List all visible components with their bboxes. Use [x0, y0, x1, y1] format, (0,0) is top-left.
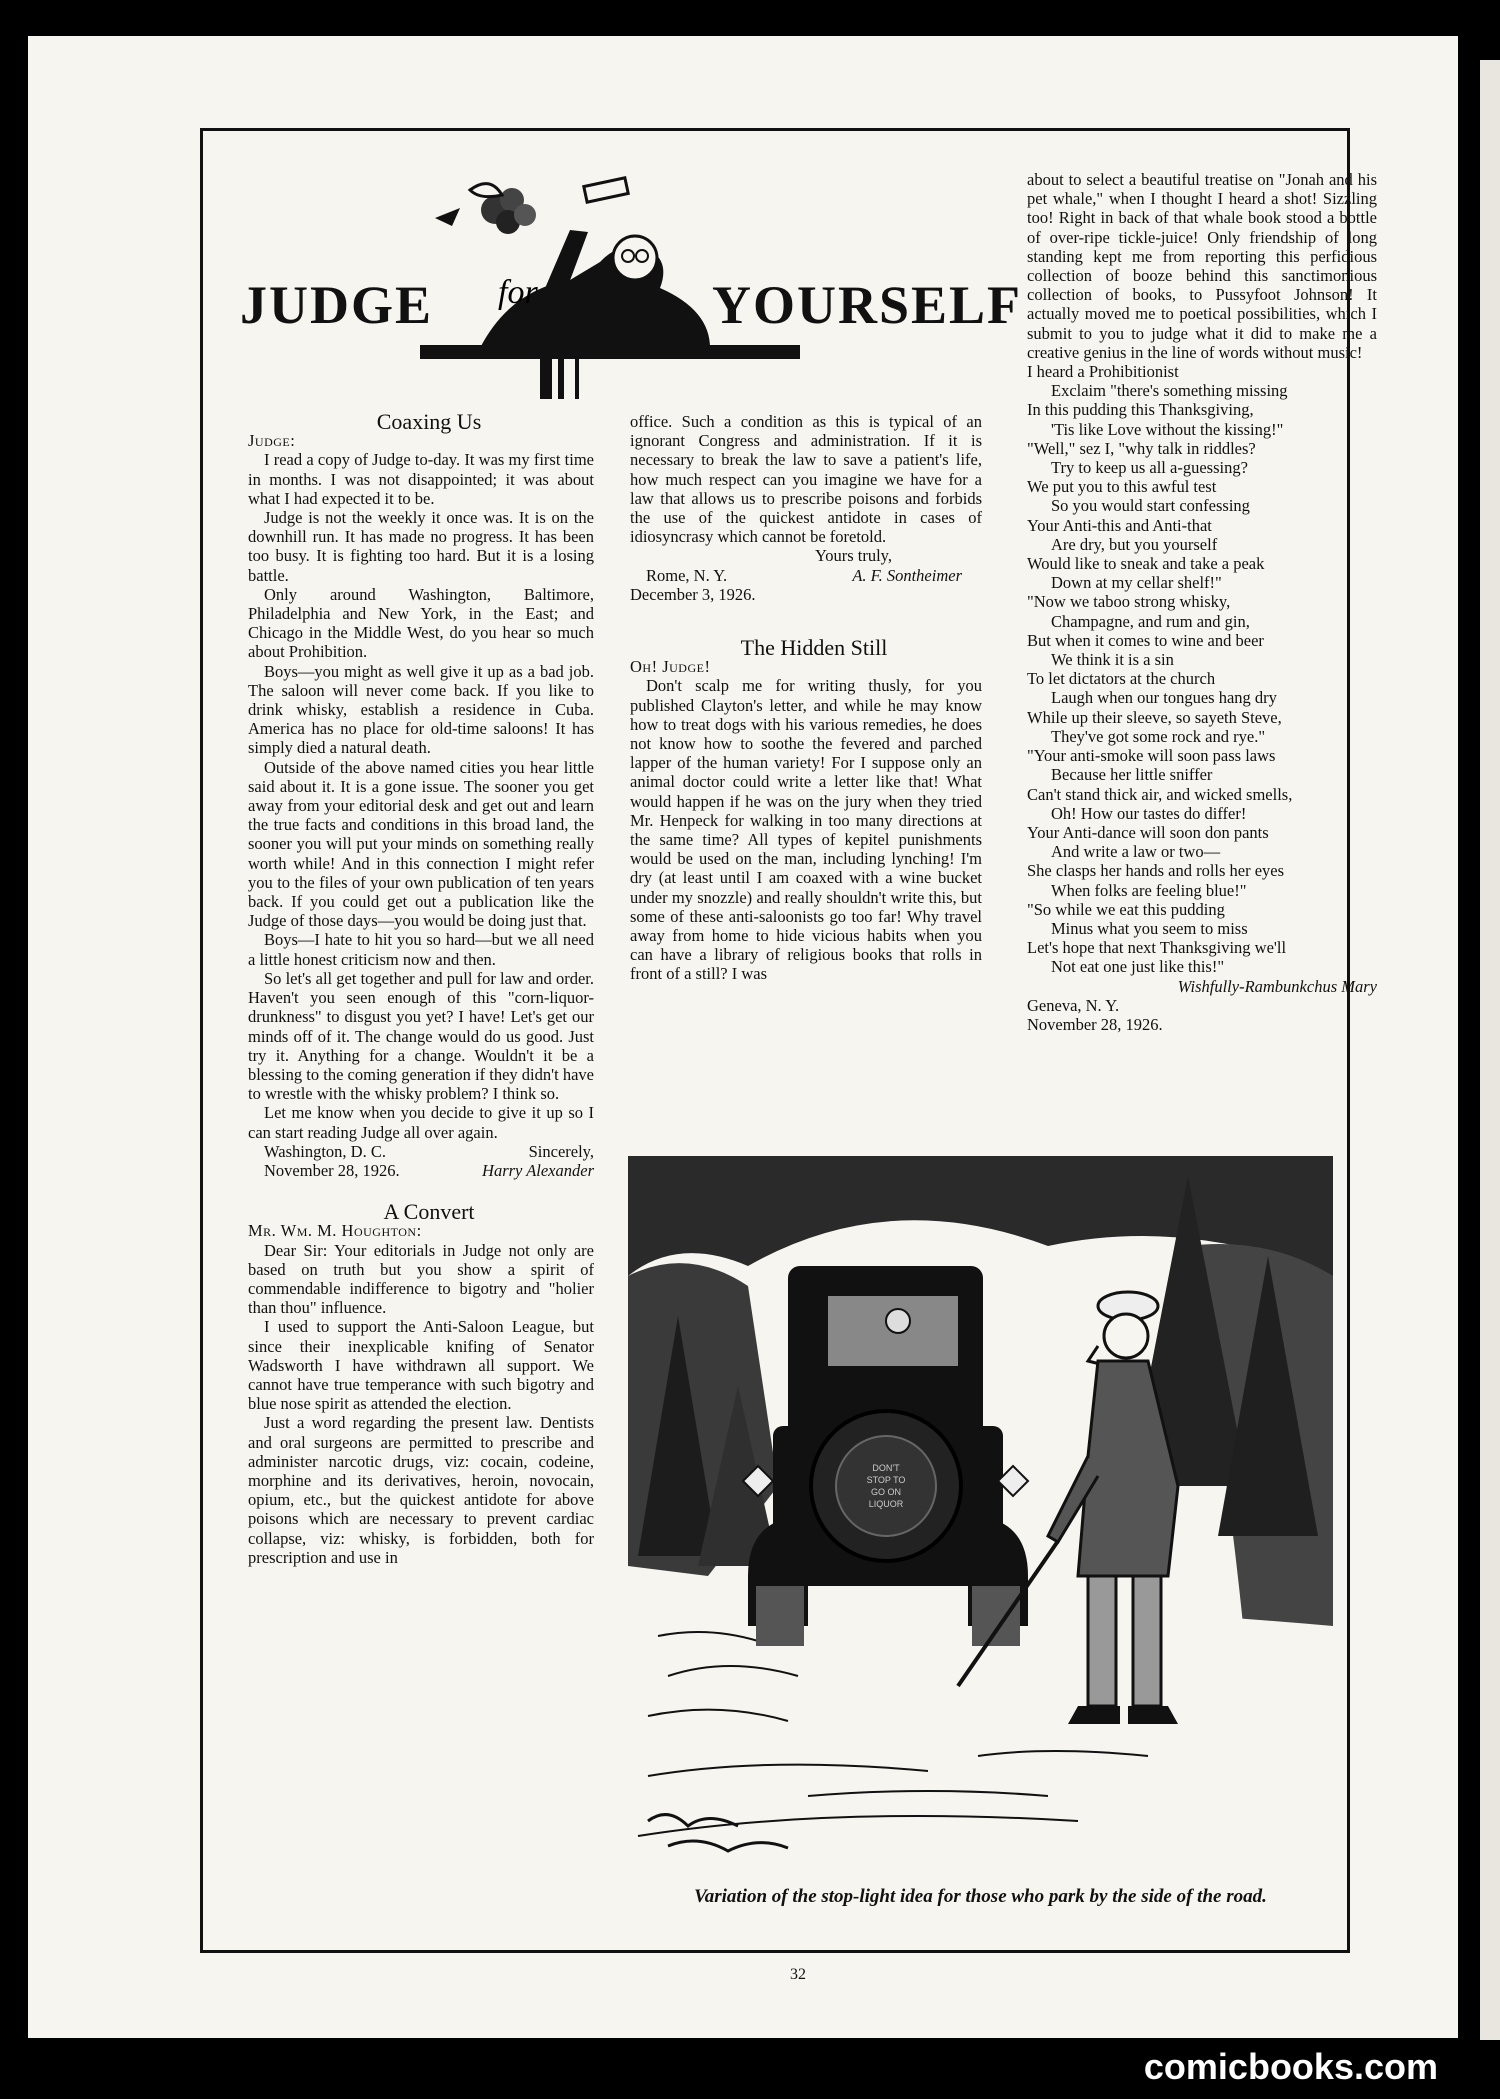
cartoon-caption: Variation of the stop-light idea for those who park by the side of the road.	[694, 1886, 1267, 1907]
article-heading: Coaxing Us	[376, 409, 482, 434]
letter-signer-name: Wishfully-Rambunkchus Mary	[1177, 976, 1377, 996]
poem-line: Laugh when our tongues hang dry	[1051, 688, 1277, 708]
masthead-judge: JUDGE	[240, 275, 434, 335]
poem-line: Not eat one just like this!"	[1051, 957, 1225, 977]
poem-line: Are dry, but you yourself	[1051, 534, 1218, 554]
letter-date: November 28, 1926.	[1027, 1014, 1163, 1034]
poem-line: "Well," sez I, "why talk in riddles?	[1027, 438, 1256, 458]
svg-text:DON'T: DON'T	[872, 1463, 900, 1473]
paragraph: Boys—I hate to hit you so hard—but we all need a little honest criticism now and then.	[248, 930, 594, 969]
poem-line: Because her little sniffer	[1051, 765, 1213, 785]
letter-signer: A. F. Sontheimer	[852, 565, 962, 585]
page-edge	[1480, 60, 1500, 2040]
poem-line: In this pudding this Thanksgiving,	[1027, 400, 1254, 420]
column-2	[630, 412, 982, 984]
column-3	[1027, 170, 1377, 1034]
letter-closing-word: Sincerely,	[528, 1141, 594, 1161]
letter-place: Geneva, N. Y.	[1027, 995, 1120, 1015]
paragraph: Dear Sir: Your editorials in Judge not only are based on truth but you show a spirit of commendable indifference to bigotry and "holier than thou" influence.	[248, 1240, 594, 1318]
poem-line: We put you to this awful test	[1027, 477, 1217, 497]
letter-signature	[630, 566, 982, 585]
poem-line: Let's hope that next Thanksgiving we'll	[1027, 938, 1287, 958]
poem-line: Try to keep us all a-guessing?	[1051, 458, 1248, 478]
paragraph: Boys—you might as well give it up as a bad job. The saloon will never come back. If you like to drink whisky, establish a residence in Cuba. America has no place for old-time saloons! It has simply died a natural death.	[248, 661, 594, 758]
letter-signer: Harry Alexander	[482, 1160, 594, 1180]
salutation: Oh! Judge!	[630, 657, 711, 677]
masthead-for: for	[498, 274, 538, 311]
paragraph: Only around Washington, Baltimore, Philadelphia and New York, in the East; and Chicago in the Middle West, do you hear so much about Prohibition.	[248, 584, 594, 662]
poem-line: Can't stand thick air, and wicked smells,	[1027, 784, 1293, 804]
salutation: Mr. Wm. M. Houghton:	[248, 1221, 422, 1241]
article-heading: The Hidden Still	[740, 635, 888, 661]
svg-text:STOP TO: STOP TO	[866, 1475, 906, 1485]
poem-line: And write a law or two—	[1051, 842, 1221, 862]
letter-signer	[1027, 977, 1377, 996]
cartoon-illustration	[628, 1156, 1333, 1881]
poem	[1027, 362, 1377, 977]
svg-text:LIQUOR: LIQUOR	[868, 1499, 904, 1509]
poem-line: To let dictators at the church	[1027, 669, 1216, 689]
poem-line: Down at my cellar shelf!"	[1051, 573, 1222, 593]
poem-line: Oh! How our tastes do differ!	[1051, 803, 1247, 823]
paragraph: I used to support the Anti-Saloon League, but since their inexplicable knifing of Senator Wadsworth I have withdrawn all support. We cannot have true temperance with such bigotry and blue nose spirit as attended the election.	[248, 1317, 594, 1414]
paragraph: Outside of the above named cities you hear little said about it. It is a gone issue. The sooner you get away from your editorial desk and get out and learn the true facts and conditions in this broad land, the sooner you will put your minds on something really worth while! And in this connection I might refer you to the files of your own publication of ten years back. If you could get out a publication like the Judge of those days—you would be doing just that.	[248, 757, 594, 931]
masthead	[240, 170, 1023, 400]
letter-date: November 28, 1926.	[264, 1160, 400, 1180]
poem-line: Minus what you seem to miss	[1051, 918, 1248, 938]
poem-line: We think it is a sin	[1051, 650, 1174, 670]
watermark: comicbooks.com	[1143, 2046, 1438, 2087]
poem-line: "So while we eat this pudding	[1027, 899, 1225, 919]
poem-line: They've got some rock and rye."	[1051, 726, 1266, 746]
poem-line: "Your anti-smoke will soon pass laws	[1027, 746, 1276, 766]
poem-line: Would like to sneak and take a peak	[1027, 554, 1265, 574]
paragraph: I read a copy of Judge to-day. It was my first time in months. I was not disappointed; it was about what I had expected it to be.	[248, 450, 594, 508]
letter-place: Washington, D. C.	[264, 1141, 386, 1161]
letter-signature	[248, 1161, 594, 1180]
poem-line: While up their sleeve, so sayeth Steve,	[1027, 707, 1282, 727]
poem-line: When folks are feeling blue!"	[1051, 880, 1247, 900]
svg-text:GO ON: GO ON	[870, 1487, 902, 1497]
paragraph: So let's all get together and pull for law and order. Haven't you seen enough of this "corn-liquor-drunkness" to disgust you yet? I have! Let's get our minds off of it. The change would do us good. Just try it. Anything for a change. Wouldn't it be a blessing to the coming generation if they didn't have to wrestle with the whisky problem? I think so.	[248, 968, 594, 1104]
poem-line: "Now we taboo strong whisky,	[1027, 592, 1231, 612]
car-and-golfer-drawing-icon	[628, 1156, 1333, 1881]
letter-closing	[248, 1142, 594, 1161]
paragraph: Judge is not the weekly it once was. It is on the downhill run. It has made no progress. It has been too busy. It is fighting too hard. But it is a losing battle.	[248, 508, 594, 585]
letter-place: Rome, N. Y.	[646, 565, 728, 585]
poem-line: So you would start confessing	[1051, 496, 1250, 516]
paragraph: Don't scalp me for writing thusly, for you published Clayton's letter, and while he may know how to treat dogs with his various remedies, he does not know how to soothe the fevered and parched lapper of the human variety! For I suppose only an animal doctor could write a letter like that! What would happen if he was on the jury when they tried Mr. Henpeck for walking in too many directions at the same time? All types of kepitel punishments would be used on the man, including lynching! I'm dry (at least until I am coaxed with a wine bucket under my snozzle) and really shouldn't write this, but some of these anti-saloonists go too far! Why travel away from home to hide vicious habits when you can have a library of religious books that rolls in front of a still? I was	[630, 676, 982, 984]
poem-line: Your Anti-this and Anti-that	[1027, 515, 1212, 535]
poem-line: I heard a Prohibitionist	[1027, 362, 1179, 382]
salutation: Judge:	[248, 431, 296, 451]
paragraph: office. Such a condition as this is typical of an ignorant Congress and administration. If it is necessary to break the law to save a patient's life, how much respect can you imagine we have for a law that allows us to prescribe poisons and forbids the use of the quickest antidote in cases of idiosyncrasy which cannot be foretold.	[630, 412, 982, 547]
paragraph: Just a word regarding the present law. Dentists and oral surgeons are permitted to prescribe and administer narcotic drugs, viz: cocain, codeine, morphine and its derivatives, heroin, novocain, opium, etc., but the quickest antidote for above poisons which are necessary to prevent cardiac collapse, viz: whisky, is forbidden, both for prescription and use in	[248, 1413, 594, 1567]
poem-line: Champagne, and rum and gin,	[1051, 611, 1250, 631]
letter-closing: Yours truly,	[814, 546, 892, 566]
column-1	[248, 409, 594, 1567]
letter-date: December 3, 1926.	[630, 584, 756, 604]
poem-line: 'Tis like Love without the kissing!"	[1051, 419, 1284, 439]
page-number: 32	[790, 1966, 806, 1983]
poem-line: But when it comes to wine and beer	[1027, 630, 1264, 650]
article-heading: A Convert	[383, 1199, 475, 1225]
paragraph: Let me know when you decide to give it up so I can start reading Judge all over again.	[248, 1103, 594, 1142]
masthead-yourself: YOURSELF	[712, 275, 1023, 335]
poem-line: She clasps her hands and rolls her eyes	[1027, 861, 1285, 881]
paragraph: about to select a beautiful treatise on "Jonah and his pet whale," when I thought I heard a shot! Sizzling too! Right in back of that whale book stood a bottle of over-ripe tickle-juice! Only friendship of long standing kept me from reporting this perfidious collection of booze behind this sanctimonious collection of books, to Pussyfoot Johnson! It actually moved me to poetical possibilities, which I submit to you to judge what it did to make me a creative genius in the line of words without music!	[1027, 170, 1377, 362]
poem-line: Exclaim "there's something missing	[1051, 381, 1288, 401]
poem-line: Your Anti-dance will soon don pants	[1027, 822, 1269, 842]
